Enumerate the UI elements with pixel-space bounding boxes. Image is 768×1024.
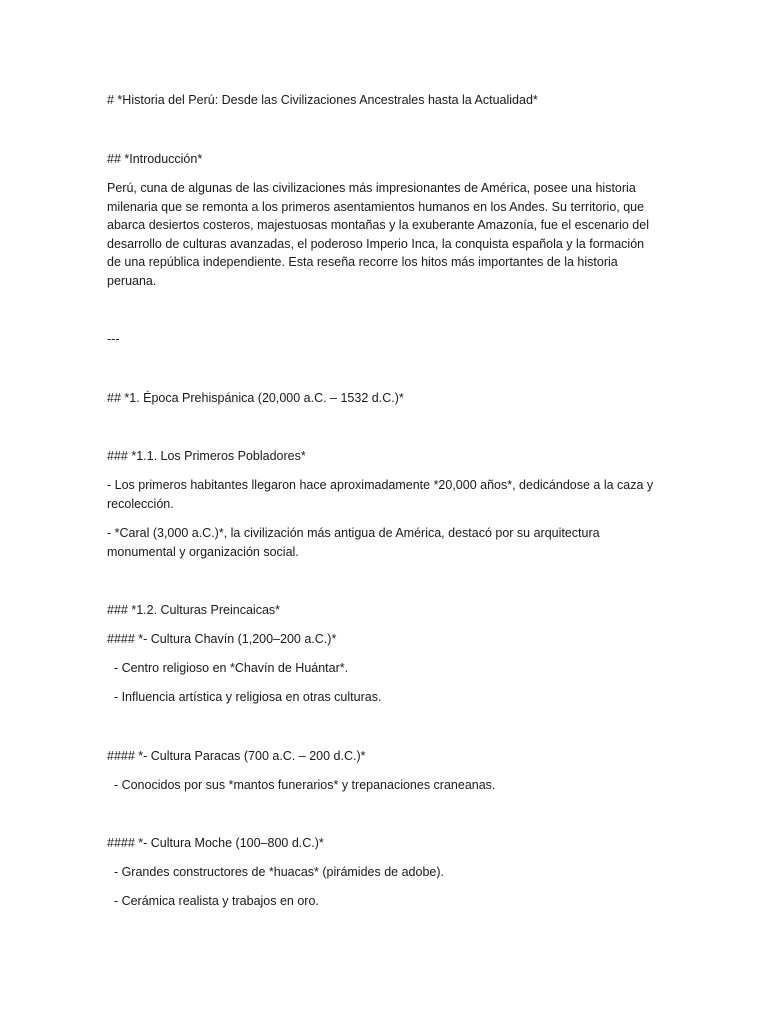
subsection-1-1-heading: ### *1.1. Los Primeros Pobladores*: [107, 449, 306, 463]
paracas-heading: #### *- Cultura Paracas (700 a.C. – 200 d.C.)*: [107, 749, 366, 763]
moche-heading: #### *- Cultura Moche (100–800 d.C.)*: [107, 836, 324, 850]
list-item-chavin-2: - Influencia artística y religiosa en otras culturas.: [107, 690, 382, 704]
list-item-paracas-1: - Conocidos por sus *mantos funerarios* y trepanaciones craneanas.: [107, 778, 496, 792]
list-item-chavin-1: - Centro religioso en *Chavín de Huántar*.: [107, 661, 349, 675]
subsection-1-2-heading: ### *1.2. Culturas Preincaicas*: [107, 603, 281, 617]
separator: ---: [107, 332, 120, 346]
intro-heading: ## *Introducción*: [107, 152, 203, 166]
chavin-heading: #### *- Cultura Chavín (1,200–200 a.C.)*: [107, 632, 337, 646]
intro-paragraph: Perú, cuna de algunas de las civilizaciones más impresionantes de América, posee una historia milenaria que se remonta a los primeros asentamientos humanos en los Andes. Su territorio, que abarca desiertos costeros, majestuosas montañas y la exuberante Amazonía, fue el escenario del desarrollo de culturas avanzadas, el poderoso Imperio Inca, la conquista española y la formación de una república independiente. Esta reseña recorre los hitos más importantes de la historia peruana.: [107, 181, 649, 288]
list-item-moche-1: - Grandes constructores de *huacas* (pirámides de adobe).: [107, 865, 444, 879]
list-item-moche-2: - Cerámica realista y trabajos en oro.: [107, 894, 319, 908]
section-1-heading: ## *1. Época Prehispánica (20,000 a.C. – 1532 d.C.)*: [107, 391, 404, 405]
list-item-primeros-habitantes: - Los primeros habitantes llegaron hace aproximadamente *20,000 años*, dedicándose a la caza y recolección.: [107, 478, 654, 511]
list-item-caral: - *Caral (3,000 a.C.)*, la civilización más antigua de América, destacó por su arquitectura monumental y organización social.: [107, 526, 600, 559]
document-title: # *Historia del Perú: Desde las Civilizaciones Ancestrales hasta la Actualidad*: [107, 93, 538, 107]
